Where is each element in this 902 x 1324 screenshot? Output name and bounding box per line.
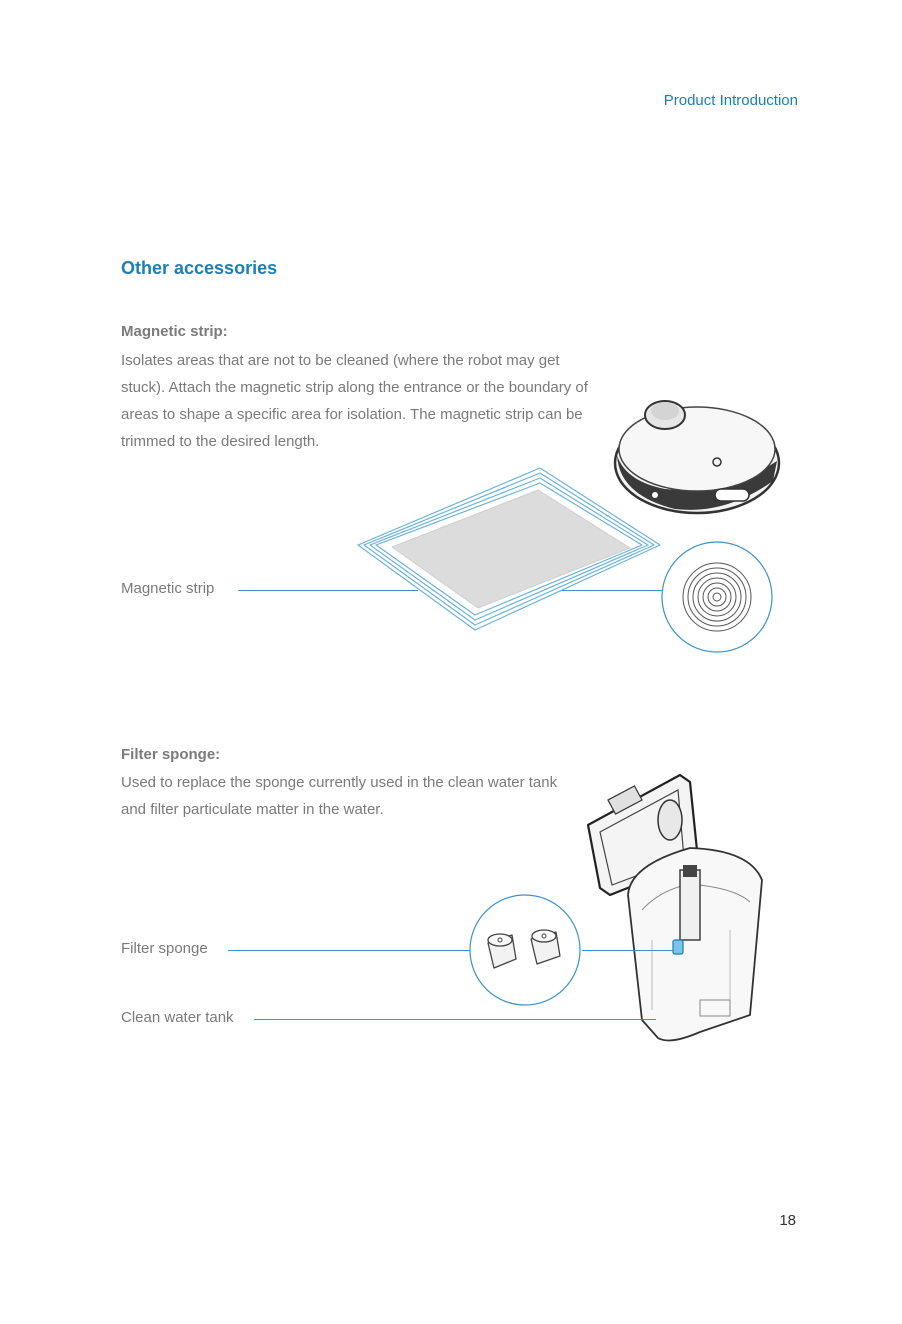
clean-water-tank-callout-line <box>254 1019 656 1020</box>
filter-sponge-callout-line <box>228 950 470 951</box>
filter-sponge-heading: Filter sponge: <box>121 746 221 763</box>
magnetic-strip-heading: Magnetic strip: <box>121 323 228 340</box>
section-title: Other accessories <box>121 258 278 278</box>
page-number: 18 <box>779 1212 796 1229</box>
magnetic-strip-mat-illustration <box>350 460 670 640</box>
magnetic-strip-callout-label: Magnetic strip <box>121 580 215 597</box>
clean-water-tank-illustration <box>580 770 775 1050</box>
filter-sponge-description: Used to replace the sponge currently used in the clean water tank and filter particulate matter in the water. <box>121 774 558 818</box>
page-header-title: Product Introduction <box>663 92 798 109</box>
magnetic-strip-detail-line <box>562 590 662 591</box>
clean-water-tank-callout-label: Clean water tank <box>121 1009 234 1026</box>
magnetic-strip-description: Isolates areas that are not to be cleaned (where the robot may get stuck). Attach the magnetic strip along the entrance or the boundary of areas to shape a specific area for isolation. The magnetic strip can be trimmed to the desired length. <box>121 352 588 450</box>
filter-sponge-detail-circle <box>468 893 582 1007</box>
filter-sponge-callout-label: Filter sponge <box>121 940 208 957</box>
magnetic-strip-callout-line <box>238 590 418 591</box>
filter-sponge-detail-line <box>582 950 673 951</box>
magnetic-strip-detail-circle <box>660 540 774 654</box>
